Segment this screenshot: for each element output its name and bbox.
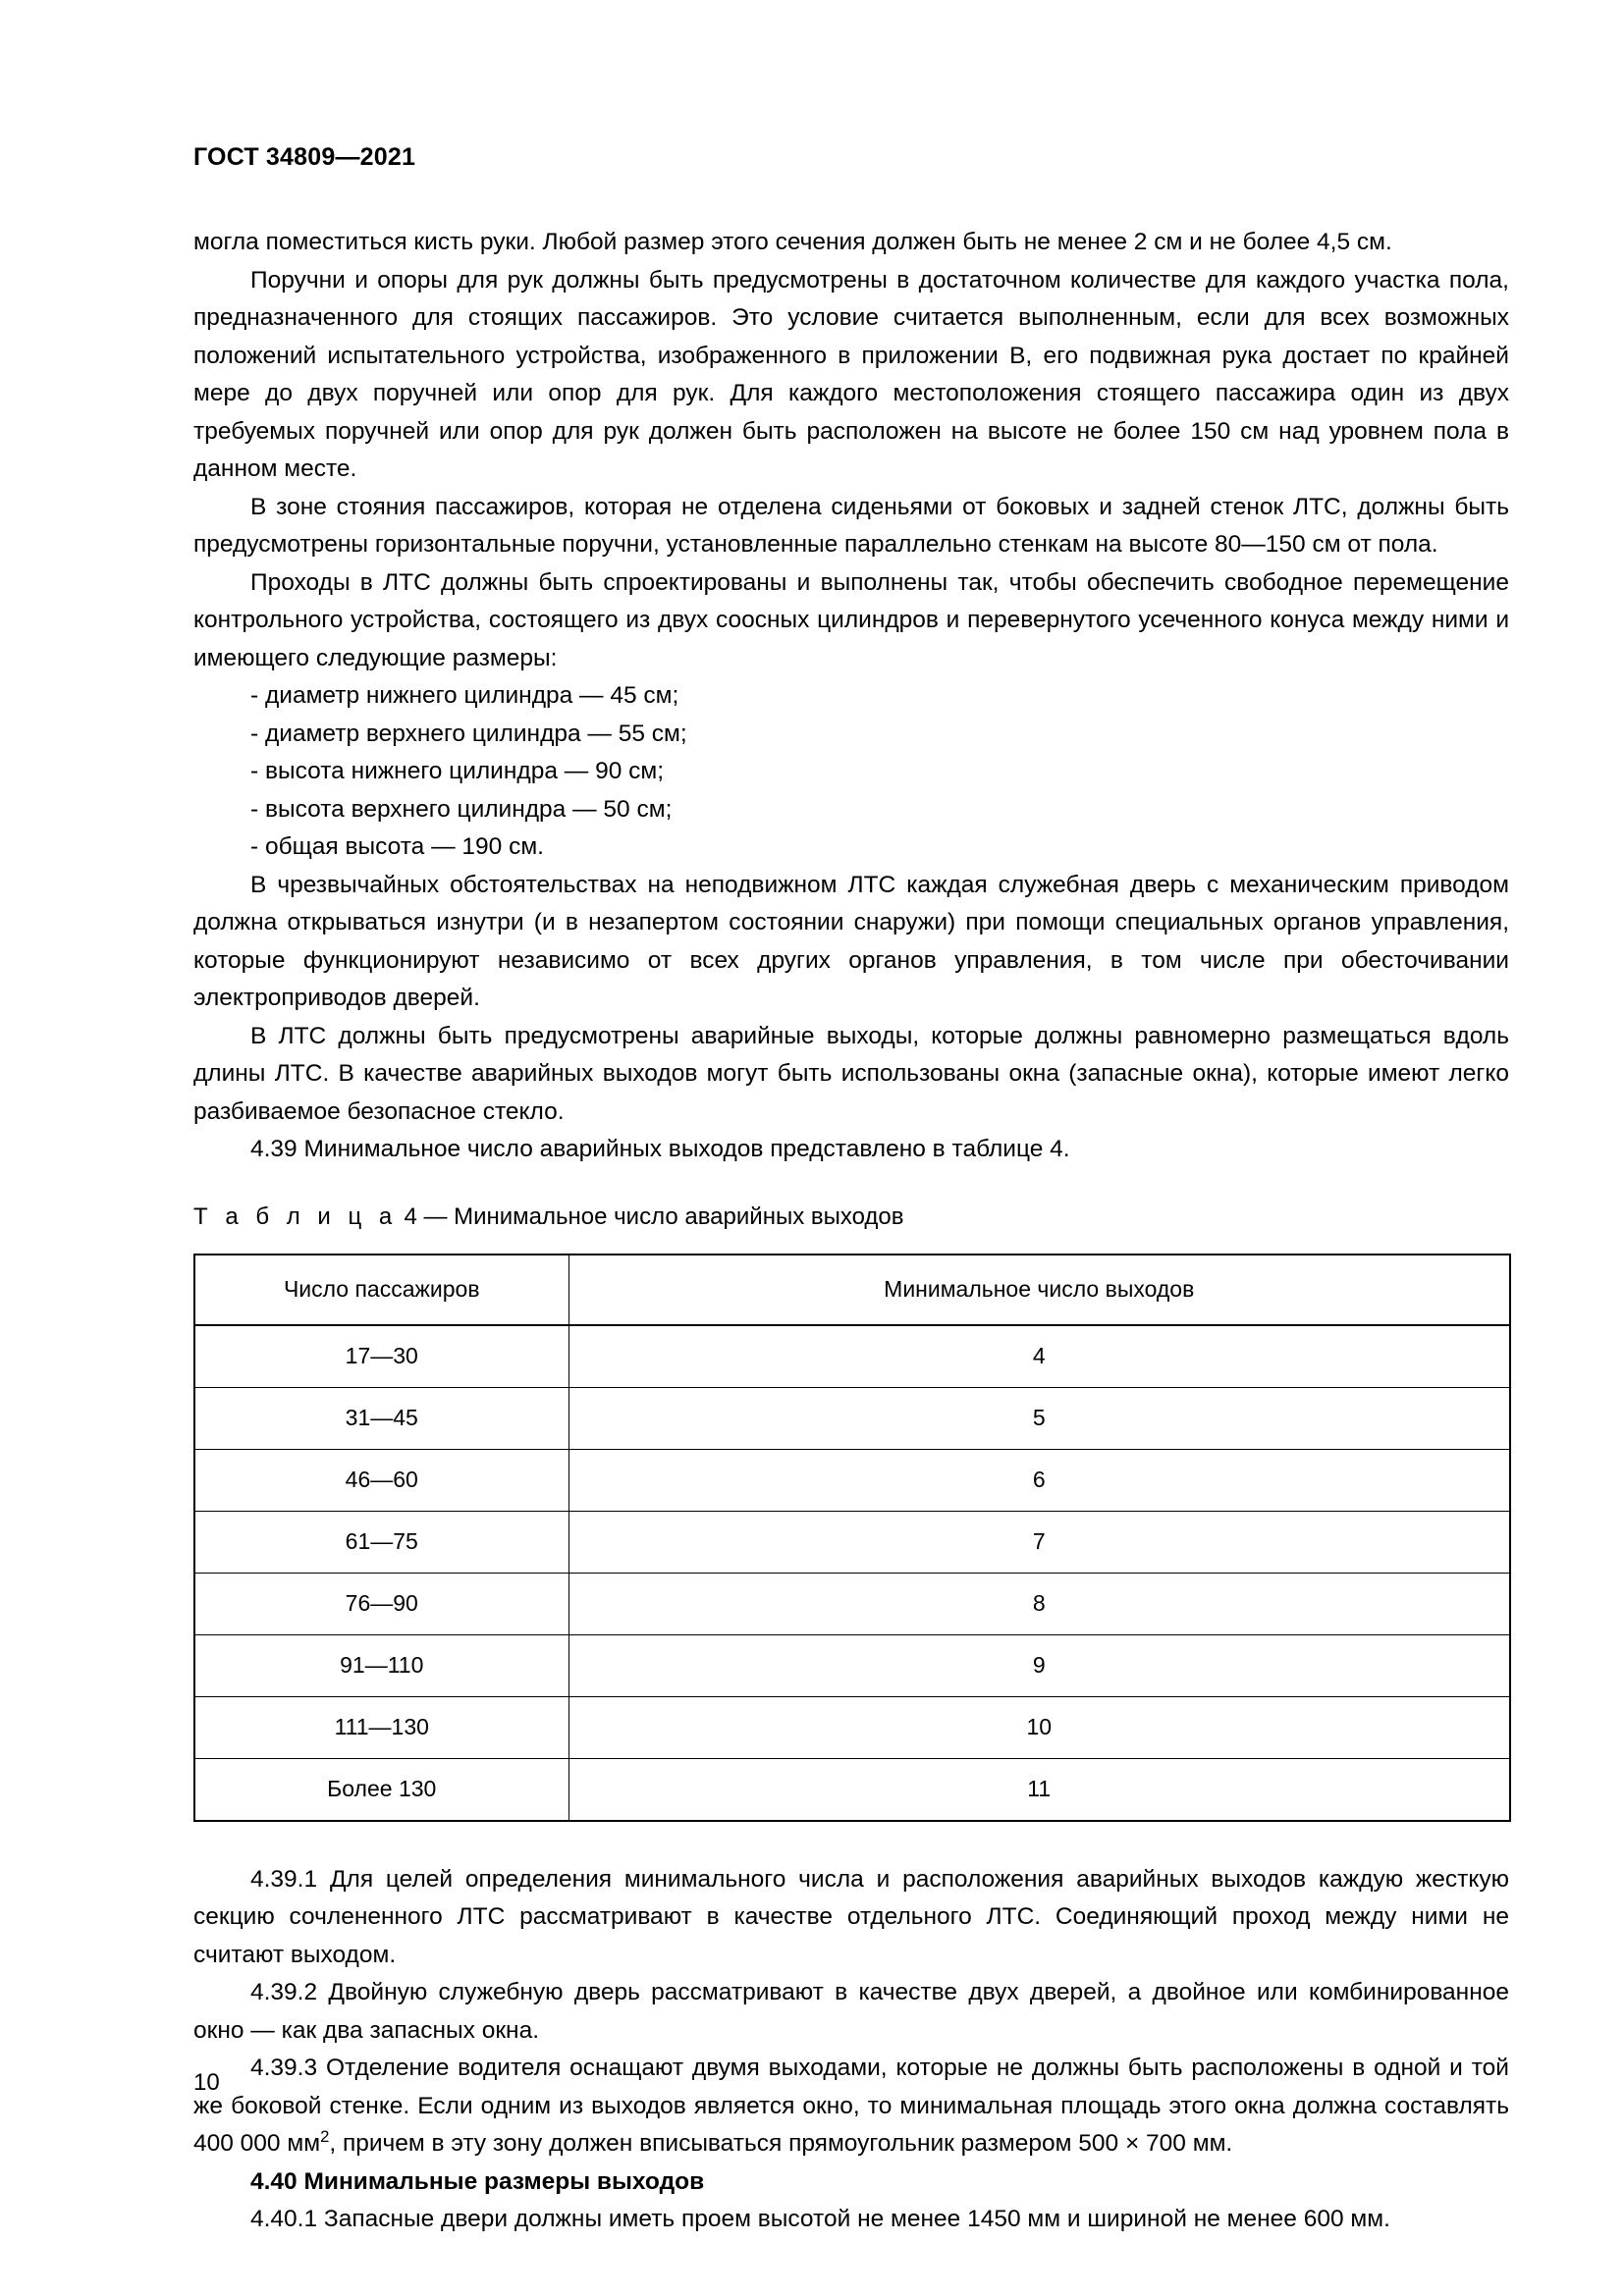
table-cell-exits: 9 <box>568 1634 1510 1696</box>
table-row <box>194 1696 1510 1758</box>
table-cell-exits: 5 <box>568 1387 1510 1449</box>
table-row <box>194 1573 1510 1634</box>
table-cell-exits: 6 <box>568 1449 1510 1511</box>
table-row <box>194 1325 1510 1388</box>
paragraph-clause-4-39-3 <box>193 2050 1509 2163</box>
page-body <box>193 224 1509 2239</box>
paragraph-handrails: Поручни и опоры для рук должны быть предусмотрены в достаточном количестве для каждого участка пола, предназначенного для стоящих пассажиров. Это условие считается выполненным, если для всех возможных положений испытательного устройства, изображенного в приложении В, его подвижная рука достает по крайней мере до двух поручней или опор для рук. Для каждого местоположения стоящего пассажира один из двух требуемых поручней или опор для рук должен быть расположен на высоте не более 150 см над уровнем пола в данном месте. <box>193 266 1509 482</box>
page-number: 10 <box>193 2069 220 2096</box>
paragraph-clause-4-39: 4.39 Минимальное число аварийных выходов представлено в таблице 4. <box>250 1136 1070 1162</box>
table-cell-passengers: Более 130 <box>194 1758 568 1821</box>
spacer <box>193 1169 1509 1199</box>
table-cell-passengers: 91—110 <box>194 1634 568 1696</box>
table-row <box>194 1511 1510 1573</box>
table-row <box>194 1387 1510 1449</box>
paragraph-emergency-exits: В ЛТС должны быть предусмотрены аварийные выходы, которые должны равномерно размещаться вдоль длины ЛТС. В качестве аварийных выходов могут быть использованы окна (запасные окна), которые имеют легко разбиваемое безопасное стекло. <box>193 1022 1509 1125</box>
table-row <box>194 1634 1510 1696</box>
table-caption-text: 4 — Минимальное число аварийных выходов <box>404 1202 904 1230</box>
table-cell-passengers: 61—75 <box>194 1511 568 1573</box>
table-cell-exits: 11 <box>568 1758 1510 1821</box>
table-caption <box>193 1199 1509 1236</box>
list-item: - общая высота — 190 см. <box>250 833 544 860</box>
table-cell-passengers: 111—130 <box>194 1696 568 1758</box>
running-header: ГОСТ 34809—2021 <box>193 143 416 171</box>
table-cell-exits: 4 <box>568 1325 1510 1388</box>
table-header-cell: Число пассажиров <box>194 1255 568 1325</box>
emergency-exits-table <box>193 1254 1511 1822</box>
table-cell-passengers: 31—45 <box>194 1387 568 1449</box>
spacer <box>193 1236 1509 1254</box>
table-header-cell: Минимальное число выходов <box>568 1255 1510 1325</box>
table-cell-passengers: 17—30 <box>194 1325 568 1388</box>
table-cell-passengers: 76—90 <box>194 1573 568 1634</box>
table-cell-exits: 10 <box>568 1696 1510 1758</box>
superscript-square: 2 <box>320 2126 330 2146</box>
spacer <box>193 1822 1509 1861</box>
table-header-row <box>194 1255 1510 1325</box>
list-item: - высота верхнего цилиндра — 50 см; <box>250 795 673 823</box>
paragraph-aisles: Проходы в ЛТС должны быть спроектированы и выполнены так, чтобы обеспечить свободное перемещение контрольного устройства, состоящего из двух соосных цилиндров и перевернутого усеченного конуса между ними и имеющего следующие размеры: <box>193 568 1509 671</box>
list-item: - высота нижнего цилиндра — 90 см; <box>250 758 665 784</box>
table-cell-exits: 8 <box>568 1573 1510 1634</box>
table-cell-exits: 7 <box>568 1511 1510 1573</box>
clause-4-39-3-text-before: 4.39.3 Отделение водителя оснащают двумя выходами, которые не должны быть расположены в одной и той же боковой стенке. Если одним из выходов является окно, то минимальная площадь этого окна должна составлять 400 000 мм <box>193 2055 1509 2157</box>
table-row <box>194 1758 1510 1821</box>
clause-4-39-3-text-after: , причем в эту зону должен вписываться прямоугольник размером 500 × 700 мм. <box>329 2130 1233 2157</box>
paragraph-clause-4-39-1: 4.39.1 Для целей определения минимального числа и расположения аварийных выходов каждую жесткую секцию сочлененного ЛТС рассматривают в качестве отдельного ЛТС. Соединяющий проход между ними не считают выходом. <box>193 1865 1509 1968</box>
paragraph-clause-4-39-2: 4.39.2 Двойную служебную дверь рассматривают в качестве двух дверей, а двойное или комбинированное окно — как два запасных окна. <box>193 1979 1509 2044</box>
list-item: - диаметр нижнего цилиндра — 45 см; <box>250 682 679 709</box>
heading-4-40: 4.40 Минимальные размеры выходов <box>250 2167 705 2195</box>
list-item: - диаметр верхнего цилиндра — 55 см; <box>250 720 687 747</box>
table-cell-passengers: 46—60 <box>194 1449 568 1511</box>
table-caption-label: Т а б л и ц а <box>193 1202 398 1230</box>
table-row <box>194 1449 1510 1511</box>
paragraph-emergency-door: В чрезвычайных обстоятельствах на неподвижном ЛТС каждая служебная дверь с механическим приводом должна открываться изнутри (и в незапертом состоянии снаружи) при помощи специальных органов управления, которые функционируют независимо от всех других органов управления, в том числе при обесточивании электроприводов дверей. <box>193 871 1509 1011</box>
paragraph-clause-4-40-1: 4.40.1 Запасные двери должны иметь проем высотой не менее 1450 мм и шириной не менее 600 мм. <box>250 2206 1390 2232</box>
paragraph-standing-zone: В зоне стояния пассажиров, которая не отделена сиденьями от боковых и задней стенок ЛТС, должны быть предусмотрены горизонтальные поручни, установленные параллельно стенкам на высоте 80—150 см от пола. <box>193 493 1509 558</box>
paragraph-continuation: могла поместиться кисть руки. Любой размер этого сечения должен быть не менее 2 см и не более 4,5 см. <box>193 229 1392 255</box>
